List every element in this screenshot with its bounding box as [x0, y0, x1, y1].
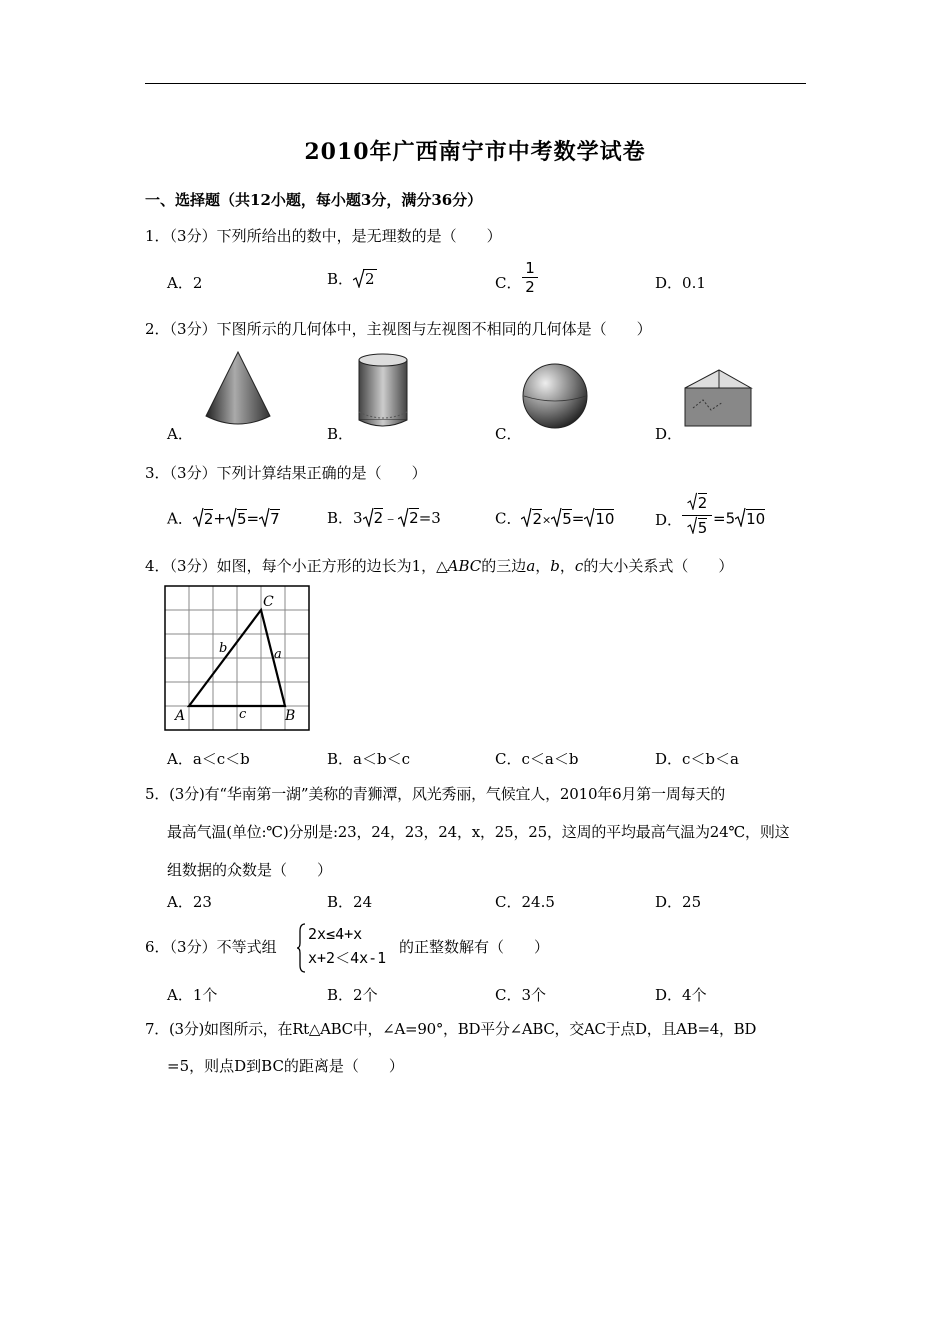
- sqrt-symbol: [687, 516, 698, 540]
- result: =5: [713, 509, 736, 528]
- q3-option-c: [495, 507, 614, 531]
- operator: +: [213, 509, 226, 528]
- question-5-line-3: 组数据的众数是（ ）: [167, 861, 333, 879]
- inequality-2: x+2＜4x-1: [308, 949, 387, 967]
- q2-option-a: A．: [167, 425, 193, 443]
- q3-option-a: [167, 507, 280, 531]
- sqrt-symbol: [398, 507, 409, 531]
- question-text: 4．（3分）如图，每个小正方形的边长为1，△: [145, 557, 448, 575]
- inequality-1: 2x≤4+x: [308, 925, 363, 943]
- sqrt-symbol: [193, 507, 204, 531]
- q5-option-c: C．24.5: [495, 893, 555, 911]
- q4-option-a: A．a＜c＜b: [167, 750, 250, 768]
- q4-option-b: B．a＜b＜c: [327, 750, 410, 768]
- vertex-b-label: B: [285, 708, 296, 724]
- q5-option-b: B．24: [327, 893, 373, 911]
- question-6-prefix: 6．（3分）不等式组: [145, 938, 277, 956]
- q3-option-d-label: D．: [655, 511, 683, 529]
- sqrt-symbol: [521, 507, 532, 531]
- sqrt-symbol: [259, 507, 270, 531]
- side-b-label: b: [219, 641, 228, 656]
- numerator: 1: [525, 259, 535, 277]
- q5-option-d: D．25: [655, 893, 702, 911]
- inequality-system: [308, 922, 386, 970]
- operator: ﹣: [383, 509, 399, 527]
- side-a-label: a: [274, 647, 282, 662]
- radicand: 7: [270, 509, 280, 528]
- q4-option-c: C．c＜a＜b: [495, 750, 579, 768]
- top-rule: [145, 83, 806, 84]
- cylinder-image: [356, 352, 410, 430]
- coefficient: 3: [353, 509, 363, 527]
- q5-option-a: A．23: [167, 893, 212, 911]
- question-5-line-1: 5．(3分)有“华南第一湖”美称的青狮潭，风光秀丽，气候宜人，2010年6月第一周每天的: [145, 785, 726, 803]
- section-heading: 一、选择题（共12小题，每小题3分，满分36分）: [145, 191, 483, 209]
- vertex-c-label: C: [263, 594, 274, 610]
- q4-option-d: D．c＜b＜a: [655, 750, 739, 768]
- radicand: 5: [236, 509, 247, 528]
- numerator: [682, 492, 712, 515]
- vertex-a-label: A: [175, 708, 186, 724]
- separator: ，: [535, 557, 551, 575]
- option-label: C．: [495, 509, 522, 528]
- denominator: [682, 515, 712, 540]
- sqrt-symbol: [363, 507, 374, 531]
- radicand: 10: [746, 509, 766, 528]
- question-2: 2．（3分）下图所示的几何体中，主视图与左视图不相同的几何体是（ ）: [145, 320, 652, 338]
- triangle-name: ABC: [447, 557, 482, 575]
- sqrt-symbol: [687, 492, 698, 515]
- question-7-line-2: =5，则点D到BC的距离是（ ）: [167, 1057, 404, 1075]
- radicand: 2: [697, 494, 708, 512]
- triangular-prism-image: [683, 368, 753, 430]
- q1-option-d: D．0.1: [655, 274, 706, 292]
- variable: a: [526, 557, 536, 575]
- sqrt-symbol: [551, 507, 562, 531]
- q1-option-a: A．2: [167, 274, 203, 292]
- grid-triangle-figure: [163, 584, 311, 732]
- q2-option-d: D．: [655, 425, 683, 443]
- operator: =: [246, 509, 260, 528]
- separator: ，: [559, 557, 575, 575]
- sqrt-symbol: [735, 507, 746, 531]
- variable: b: [550, 557, 560, 575]
- variable: c: [574, 557, 584, 575]
- q3-option-b: [327, 507, 441, 531]
- q1-option-b: [327, 268, 377, 292]
- q2-option-b: B．: [327, 425, 354, 443]
- radicand: 5: [697, 518, 708, 537]
- question-6-suffix: 的正整数解有（ ）: [399, 938, 550, 956]
- q6-option-c: C．3个: [495, 986, 547, 1004]
- sqrt-symbol: [226, 507, 237, 531]
- sqrt-symbol: [584, 507, 595, 531]
- option-label: C．: [495, 274, 522, 292]
- q6-option-b: B．2个: [327, 986, 378, 1004]
- radicand: 2: [365, 270, 375, 288]
- q6-option-a: A．1个: [167, 986, 218, 1004]
- radicand: 5: [562, 509, 572, 528]
- option-label: A．: [167, 509, 193, 528]
- radicand: 2: [203, 509, 214, 528]
- radicand: 10: [595, 509, 615, 528]
- result: =3: [418, 509, 441, 527]
- q2-option-c: C．: [495, 425, 522, 443]
- q1-option-c: [495, 272, 521, 293]
- q3-option-d-fraction: [682, 492, 712, 540]
- radicand: 2: [373, 509, 384, 527]
- q6-option-d: D．4个: [655, 986, 707, 1004]
- page-title: 2010年广西南宁市中考数学试卷: [304, 139, 646, 165]
- option-label: B．: [327, 509, 354, 527]
- q1-fraction: [522, 260, 538, 296]
- radicand: 2: [409, 509, 419, 527]
- option-label: B．: [327, 270, 354, 288]
- question-3: 3．（3分）下列计算结果正确的是（ ）: [145, 464, 427, 482]
- operator: ×: [542, 513, 552, 527]
- denominator: 2: [522, 277, 538, 296]
- cone-image: [200, 350, 276, 430]
- radicand: 2: [532, 509, 543, 528]
- sphere-image: [520, 362, 590, 432]
- q3-option-d-rhs: [713, 507, 765, 531]
- question-1: 1．（3分）下列所给出的数中，是无理数的是（ ）: [145, 227, 502, 245]
- brace-symbol: [296, 923, 306, 973]
- question-text: 的三边: [481, 557, 527, 575]
- question-7-line-1: 7．(3分)如图所示，在Rt△ABC中，∠A=90°，BD平分∠ABC，交AC于点D，且AB=4，BD: [145, 1020, 757, 1038]
- side-c-label: c: [239, 707, 247, 722]
- question-5-line-2: 最高气温(单位:℃)分别是:23，24，23，24，x，25，25，这周的平均最高气温为24℃，则这: [167, 823, 790, 841]
- question-text: 的大小关系式（ ）: [583, 557, 734, 575]
- operator: =: [571, 509, 585, 528]
- question-4: [145, 555, 733, 576]
